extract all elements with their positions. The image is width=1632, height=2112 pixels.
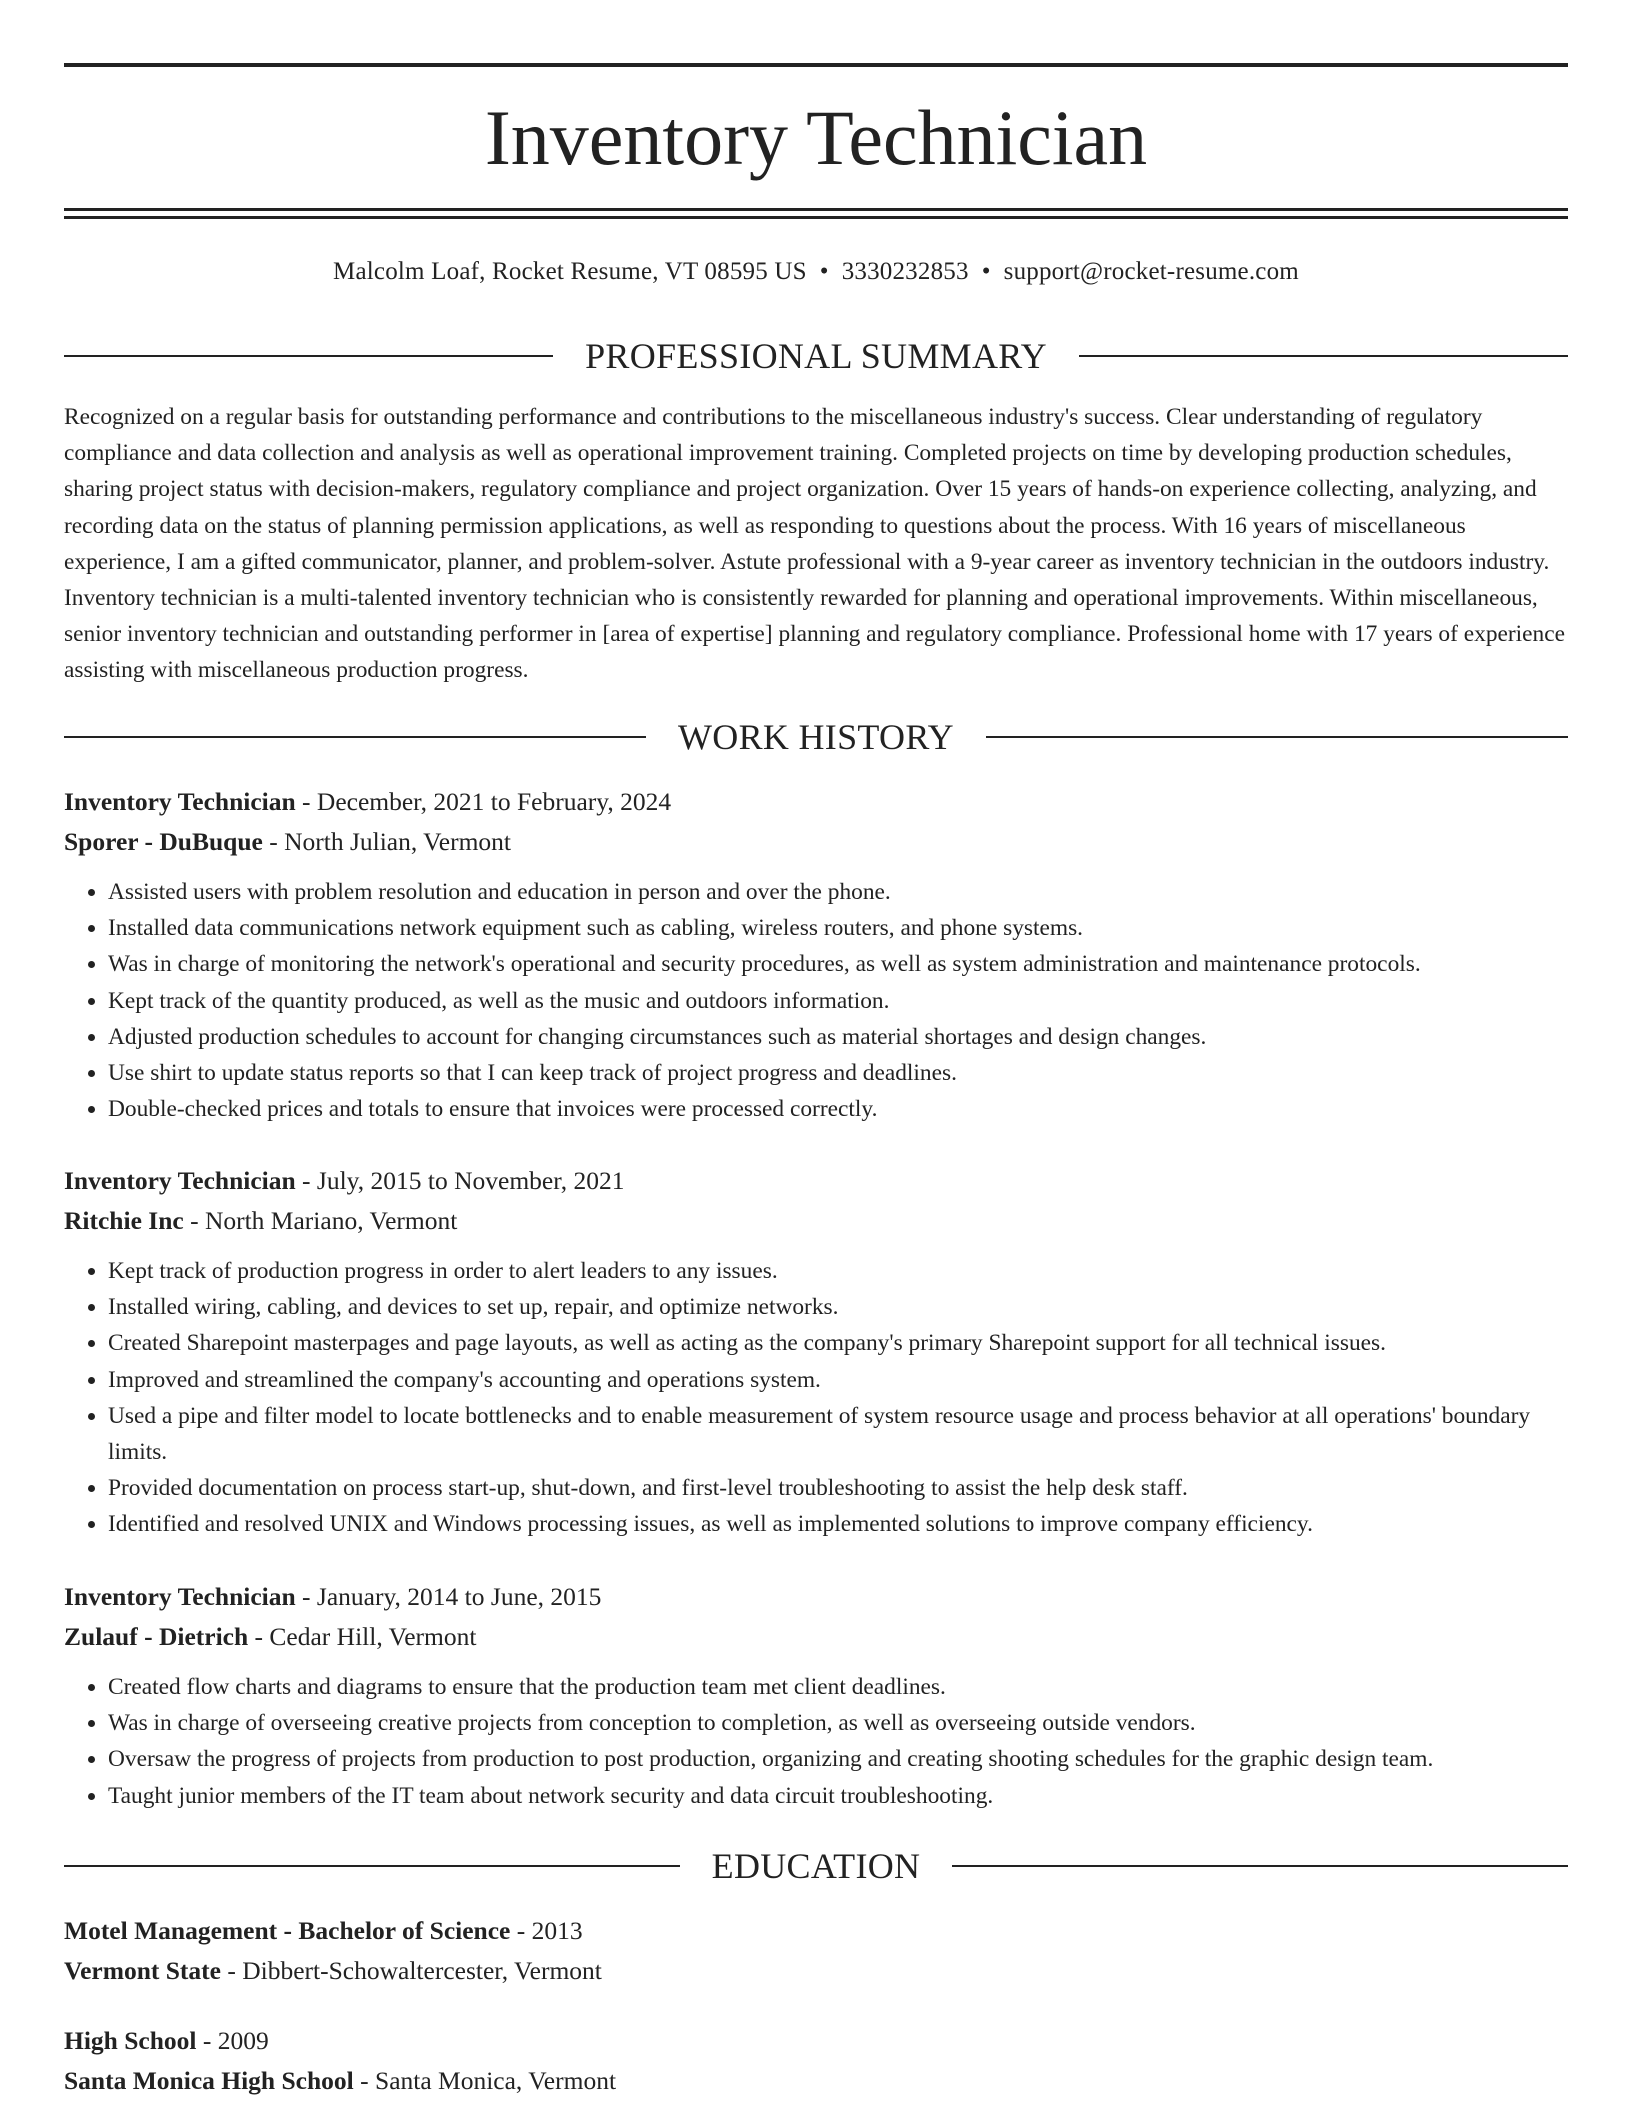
job-bullet: • Taught junior members of the IT team about network security and data circuit troubleshooting. xyxy=(108,1778,1568,1814)
resume-title: Inventory Technician xyxy=(484,94,1148,181)
job-bullet: • Kept track of production progress in order to alert leaders to any issues. xyxy=(108,1253,1568,1289)
education-location: - Santa Monica, Vermont xyxy=(353,2066,617,2095)
section-rule-right xyxy=(1079,355,1568,357)
section-rule-left xyxy=(64,355,553,357)
job-bullet: • Use shirt to update status reports so that I can keep track of project progress and deadlines. xyxy=(108,1055,1568,1091)
job-bullet: • Identified and resolved UNIX and Windows processing issues, as well as implemented solutions to improve company efficiency. xyxy=(108,1506,1568,1542)
education-school-line xyxy=(64,1951,1568,1991)
section-title: WORK HISTORY xyxy=(678,717,954,757)
job-dates: - December, 2021 to February, 2024 xyxy=(295,787,672,816)
job-role: Inventory Technician xyxy=(64,1582,296,1611)
job-location: - North Julian, Vermont xyxy=(262,827,511,856)
summary-text: Recognized on a regular basis for outstanding performance and contributions to the miscellaneous industry's success. Clear understanding of regulatory compliance and data collection and analysis as well as operational improvement training. Completed projects on time by developing production schedules, sharing project status with decision-makers, regulatory compliance and project organization. Over 15 years of hands-on experience collecting, analyzing, and recording data on the status of planning permission applications, as well as responding to questions about the process. With 16 years of miscellaneous experience, I am a gifted communicator, planner, and problem-solver. Astute professional with a 9-year career as inventory technician in the outdoors industry. Inventory technician is a multi-talented inventory technician who is consistently rewarded for planning and operational improvements. Within miscellaneous, senior inventory technician and outstanding performer in [area of expertise] planning and regulatory compliance. Professional home with 17 years of experience assisting with miscellaneous production progress. xyxy=(64,404,1566,684)
job-bullet: • Installed wiring, cabling, and devices to set up, repair, and optimize networks. xyxy=(108,1289,1568,1325)
section-title: PROFESSIONAL SUMMARY xyxy=(585,336,1047,376)
education-year: - 2013 xyxy=(510,1916,583,1945)
education-school-line xyxy=(64,2061,1568,2101)
job-dates: - January, 2014 to June, 2015 xyxy=(295,1582,602,1611)
job-location: - North Mariano, Vermont xyxy=(183,1206,458,1235)
education-degree: Motel Management - Bachelor of Science xyxy=(64,1916,511,1945)
job-entry xyxy=(64,1161,1568,1543)
job-bullet: • Created Sharepoint masterpages and page layouts, as well as acting as the company's primary Sharepoint support for all technical issues. xyxy=(108,1325,1568,1361)
job-bullet: • Installed data communications network equipment such as cabling, wireless routers, and phone systems. xyxy=(108,910,1568,946)
job-bullet: • Provided documentation on process start-up, shut-down, and first-level troubleshooting to assist the help desk staff. xyxy=(108,1470,1568,1506)
job-role: Inventory Technician xyxy=(64,787,296,816)
education-school: Santa Monica High School xyxy=(64,2066,354,2095)
job-bullet: • Created flow charts and diagrams to ensure that the production team met client deadlines. xyxy=(108,1669,1568,1705)
job-company-line xyxy=(64,822,1568,862)
contact-address: Malcolm Loaf, Rocket Resume, VT 08595 US xyxy=(333,258,807,285)
section-title: EDUCATION xyxy=(711,1846,921,1886)
job-bullet: • Assisted users with problem resolution and education in person and over the phone. xyxy=(108,874,1568,910)
job-bullet-list xyxy=(64,1253,1568,1543)
bullet-separator: • xyxy=(819,258,829,285)
job-bullet-list xyxy=(64,874,1568,1127)
bullet-separator: • xyxy=(981,258,991,285)
job-bullet: • Was in charge of overseeing creative projects from conception to completion, as well as overseeing outside vendors. xyxy=(108,1705,1568,1741)
job-title-line xyxy=(64,782,1568,822)
contact-phone: 3330232853 xyxy=(841,258,969,285)
job-company: Sporer - DuBuque xyxy=(64,827,263,856)
job-role: Inventory Technician xyxy=(64,1166,296,1195)
education-location: - Dibbert-Schowaltercester, Vermont xyxy=(220,1956,602,1985)
section-header-summary xyxy=(64,334,1568,378)
job-entry xyxy=(64,1577,1568,1814)
job-entry xyxy=(64,782,1568,1127)
job-bullet: • Adjusted production schedules to account for changing circumstances such as material shortages and design changes. xyxy=(108,1019,1568,1055)
section-rule-left xyxy=(64,736,646,738)
contact-line xyxy=(64,254,1568,290)
job-bullet: • Kept track of the quantity produced, as well as the music and outdoors information. xyxy=(108,983,1568,1019)
education-school: Vermont State xyxy=(64,1956,221,1985)
job-company-line xyxy=(64,1201,1568,1241)
job-dates: - July, 2015 to November, 2021 xyxy=(295,1166,625,1195)
job-bullet: • Was in charge of monitoring the network's operational and security procedures, as well as system administration and maintenance protocols. xyxy=(108,946,1568,982)
education-year: - 2009 xyxy=(196,2026,269,2055)
job-company: Zulauf - Dietrich xyxy=(64,1622,249,1651)
job-company: Ritchie Inc xyxy=(64,1206,184,1235)
top-rule xyxy=(64,63,1568,67)
section-header-work-history xyxy=(64,715,1568,759)
education-degree: High School xyxy=(64,2026,197,2055)
education-degree-line xyxy=(64,1911,1568,1951)
title-double-rule-upper xyxy=(64,208,1568,211)
section-rule-right xyxy=(986,736,1568,738)
job-location: - Cedar Hill, Vermont xyxy=(248,1622,477,1651)
education-entry xyxy=(64,2021,1568,2101)
section-header-education xyxy=(64,1844,1568,1888)
job-bullet: • Oversaw the progress of projects from production to post production, organizing and creating shooting schedules for the graphic design team. xyxy=(108,1741,1568,1777)
job-company-line xyxy=(64,1617,1568,1657)
education-degree-line xyxy=(64,2021,1568,2061)
section-rule-left xyxy=(64,1865,680,1867)
job-bullet-list xyxy=(64,1669,1568,1814)
education-entry xyxy=(64,1911,1568,1991)
job-bullet: • Used a pipe and filter model to locate bottlenecks and to enable measurement of system resource usage and process behavior at all operations' boundary limits. xyxy=(108,1398,1568,1470)
title-double-rule-lower xyxy=(64,216,1568,219)
job-bullet: • Improved and streamlined the company's accounting and operations system. xyxy=(108,1362,1568,1398)
job-bullet: • Double-checked prices and totals to ensure that invoices were processed correctly. xyxy=(108,1091,1568,1127)
contact-email: support@rocket-resume.com xyxy=(1003,258,1299,285)
job-title-line xyxy=(64,1577,1568,1617)
job-title-line xyxy=(64,1161,1568,1201)
section-rule-right xyxy=(952,1865,1568,1867)
